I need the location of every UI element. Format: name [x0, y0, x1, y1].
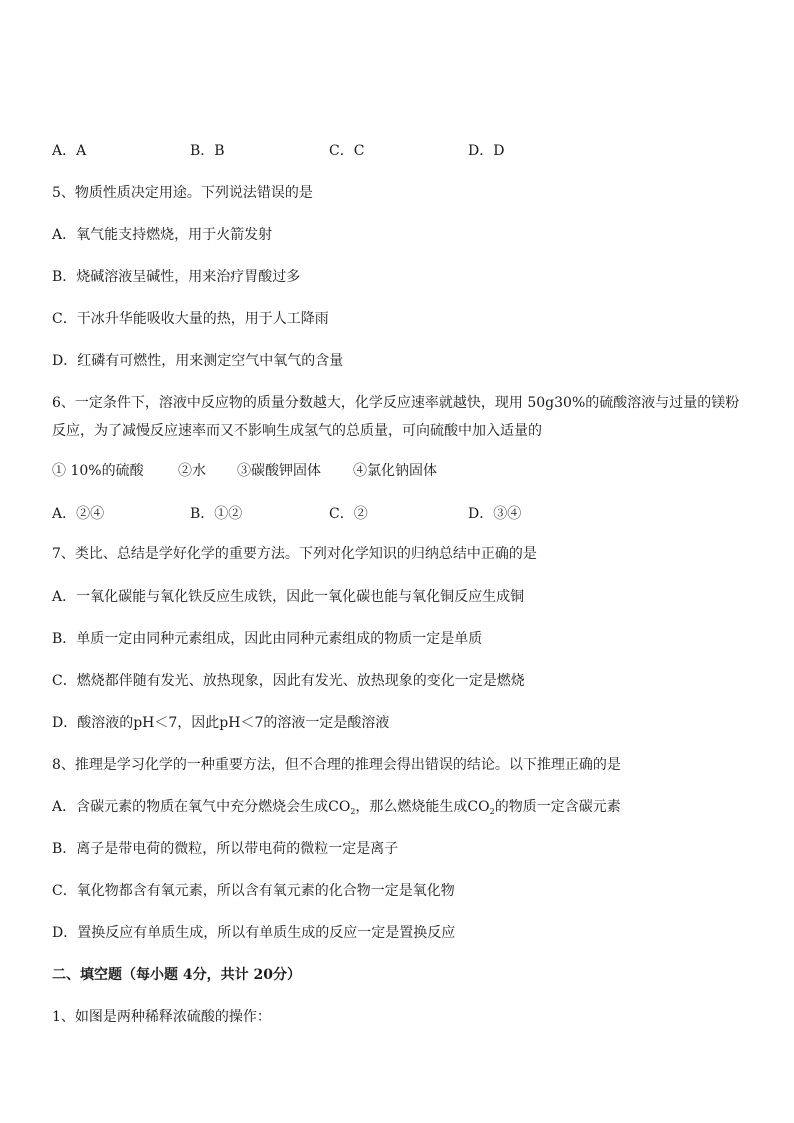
q8-option-d: D．置换反应有单质生成，所以有单质生成的反应一定是置换反应 [52, 925, 456, 941]
q5-option-c: C．干冰升华能吸收大量的热，用于人工降雨 [52, 311, 329, 327]
q8-stem: 8、推理是学习化学的一种重要方法，但不合理的推理会得出错误的结论。以下推理正确的是 [52, 757, 621, 773]
q6-stem: 6、一定条件下，溶液中反应物的质量分数越大，化学反应速率就越快，现用 50g30%的硫酸溶液与过量的镁粉反应，为了减慢反应速率而又不影响生成氢气的总质量，可向硫酸中加入适量的 [52, 395, 740, 439]
section-2-q1-stem: 1、如图是两种稀释浓硫酸的操作： [52, 1009, 271, 1025]
q8-option-a [52, 798, 621, 821]
q5-option-a: A．氧气能支持燃烧，用于火箭发射 [52, 227, 273, 243]
q6-choice-2: ②水 [178, 463, 206, 479]
q8-option-c: C．氧化物都含有氧元素，所以含有氧元素的化合物一定是氧化物 [52, 883, 455, 899]
q6-option-c: C．② [329, 506, 368, 522]
q5-option-d: D．红磷有可燃性，用来测定空气中氧气的含量 [52, 353, 344, 369]
q5-stem: 5、物质性质决定用途。下列说法错误的是 [52, 185, 313, 201]
q6-option-b: B．①② [190, 506, 243, 522]
q8-option-a-sub-2: 2 [489, 807, 495, 816]
q6-choice-1: ① 10%的硫酸 [52, 463, 144, 479]
q8-option-a-text-2: ，那么燃烧能生成CO [355, 799, 490, 815]
q4-option-d: D．D [468, 143, 505, 159]
q8-option-a-sub-1: 2 [350, 807, 356, 816]
q6-option-a: A．②④ [52, 506, 105, 522]
section-2-heading: 二、填空题（每小题 4分，共计 20分） [52, 967, 301, 983]
q6-choice-4: ④氯化钠固体 [353, 463, 437, 479]
q6-choice-3: ③碳酸钾固体 [237, 463, 321, 479]
q7-option-b: B．单质一定由同种元素组成，因此由同种元素组成的物质一定是单质 [52, 631, 483, 647]
q5-option-b: B．烧碱溶液呈碱性，用来治疗胃酸过多 [52, 269, 301, 285]
q4-option-a: A．A [52, 143, 87, 159]
q8-option-b: B．离子是带电荷的微粒，所以带电荷的微粒一定是离子 [52, 841, 399, 857]
q4-option-c: C．C [329, 143, 365, 159]
q6-option-d: D．③④ [468, 506, 522, 522]
q8-option-a-text-1: A．含碳元素的物质在氧气中充分燃烧会生成CO [52, 799, 351, 815]
q7-option-c: C．燃烧都伴随有发光、放热现象，因此有发光、放热现象的变化一定是燃烧 [52, 673, 525, 689]
q8-option-a-text-3: 的物质一定含碳元素 [494, 799, 621, 815]
q7-stem: 7、类比、总结是学好化学的重要方法。下列对化学知识的归纳总结中正确的是 [52, 546, 537, 562]
q7-option-a: A．一氧化碳能与氧化铁反应生成铁，因此一氧化碳也能与氧化铜反应生成铜 [52, 589, 525, 605]
q7-option-d: D．酸溶液的pH＜7，因此pH＜7的溶液一定是酸溶液 [52, 715, 390, 731]
q4-option-b: B．B [190, 143, 225, 159]
